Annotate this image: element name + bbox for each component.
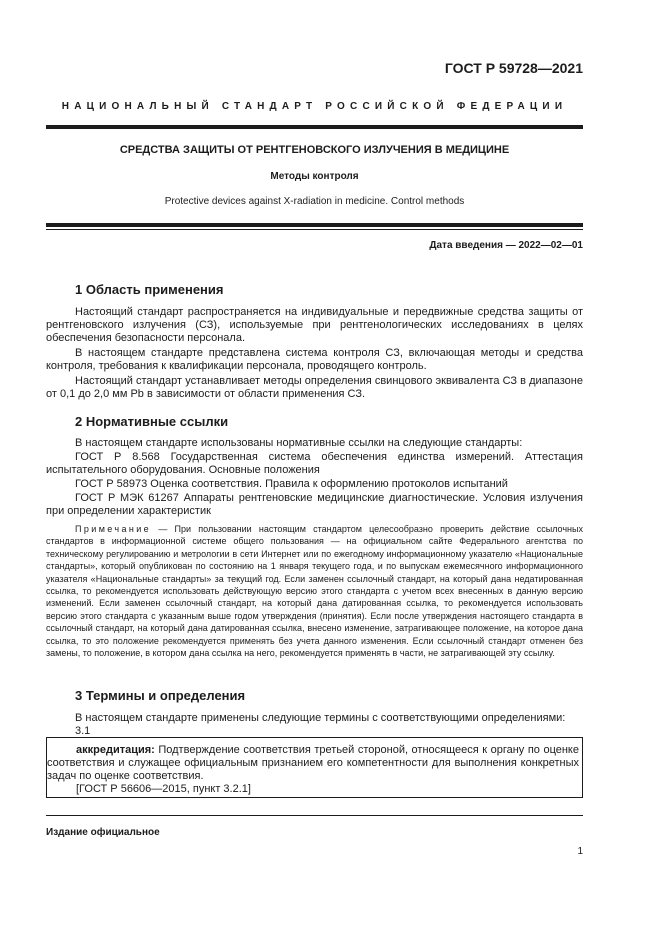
page-number: 1 — [577, 846, 583, 857]
section-1-paragraph-2: В настоящем стандарте представлена система контроля СЗ, включающая методы и средства контроля, требования к квалификации персонала, проводящего контроль. — [46, 347, 583, 372]
reference-gost-58973: ГОСТ Р 58973 Оценка соответствия. Правила к оформлению протоколов испытаний — [75, 478, 508, 490]
footer-rule — [46, 815, 583, 816]
definition-text: Подтверждение соответствия третьей стороной, относящееся к органу по оценке соответствия и служащее официальным признанием его компетентности для выполнения конкретных задач по оценке соответствия. — [47, 744, 579, 782]
term: аккредитация: — [76, 744, 155, 756]
doc-number: ГОСТ Р 59728—2021 — [444, 60, 583, 76]
english-title: Protective devices against X-radiation in medicine. Control methods — [164, 196, 465, 207]
reference-gost-iec-61267: ГОСТ Р МЭК 61267 Аппараты рентгеновские медицинские диагностические. Условия излучения при определении характеристик — [46, 492, 583, 517]
document-subtitle: Методы контроля — [270, 171, 359, 182]
term-definition — [47, 744, 579, 783]
note-text: — При пользовании настоящим стандартом целесообразно проверить действие ссылочных стандартов в информационной системе общего пользования — на официальном сайте Федерального агентства по техническому регулированию и метрологии в сети Интернет или по ежегодному информационному указателю «Национальные стандарты», который опубликован по состоянию на 1 января текущего года, и по выпускам ежемесячного информационного указателя «Национальные стандарты» за текущий год. Если заменен ссылочный стандарт, на который дана недатированная ссылка, то рекомендуется использовать действующую версию этого стандарта с учетом всех внесенных в данную версию изменений. Если заменен ссылочный стандарт, на который дана датированная ссылка, то рекомендуется использовать версию этого стандарта с указанным выше годом утверждения (принятия). Если после утверждения настоящего стандарта в ссылочный стандарт, на который дана датированная ссылка, внесено изменение, затрагивающее положение, на которое дана ссылка, то это положение рекомендуется применять без учета данного изменения. Если ссылочный стандарт отменен без замены, то положение, в котором дана ссылка на него, рекомендуется применять в части, не затрагивающей эту ссылку. — [46, 524, 583, 659]
section-2-intro: В настоящем стандарте использованы нормативные ссылки на следующие стандарты: — [75, 437, 523, 449]
section-1-heading: 1 Область применения — [75, 282, 224, 297]
term-number: 3.1 — [75, 725, 91, 737]
document-title: СРЕДСТВА ЗАЩИТЫ ОТ РЕНТГЕНОВСКОГО ИЗЛУЧЕНИЯ В МЕДИЦИНЕ — [119, 144, 510, 156]
document-page — [46, 0, 583, 935]
section-1-paragraph-3: Настоящий стандарт устанавливает методы определения свинцового эквивалента СЗ в диапазоне от 0,1 до 2,0 мм Pb в зависимости от области применения СЗ. — [46, 375, 583, 400]
top-rule — [46, 125, 583, 129]
term-source: [ГОСТ Р 56606—2015, пункт 3.2.1] — [76, 783, 251, 795]
official-edition-label: Издание официальное — [46, 827, 160, 838]
section-3-intro: В настоящем стандарте применены следующие термины с соответствующими определениями: — [75, 712, 566, 724]
title-rule-thick — [46, 223, 583, 227]
reference-gost-8-568: ГОСТ Р 8.568 Государственная система обеспечения единства измерений. Аттестация испытательного оборудования. Основные положения — [46, 451, 583, 476]
term-definition-box — [46, 737, 583, 798]
references-note — [46, 523, 583, 659]
introduction-date: Дата введения — 2022—02—01 — [429, 240, 583, 251]
section-3-heading: 3 Термины и определения — [75, 688, 246, 703]
section-2-heading: 2 Нормативные ссылки — [75, 414, 229, 429]
section-1-paragraph-1: Настоящий стандарт распространяется на индивидуальные и передвижные средства защиты от рентгеновского излучения (СЗ), используемые при рентгенологических исследованиях в целях обеспечения безопасности персонала. — [46, 306, 583, 344]
note-label: Примечание — [75, 524, 152, 534]
national-standard-banner: НАЦИОНАЛЬНЫЙ СТАНДАРТ РОССИЙСКОЙ ФЕДЕРАЦИИ — [61, 101, 568, 112]
title-rule-thin — [46, 229, 583, 230]
